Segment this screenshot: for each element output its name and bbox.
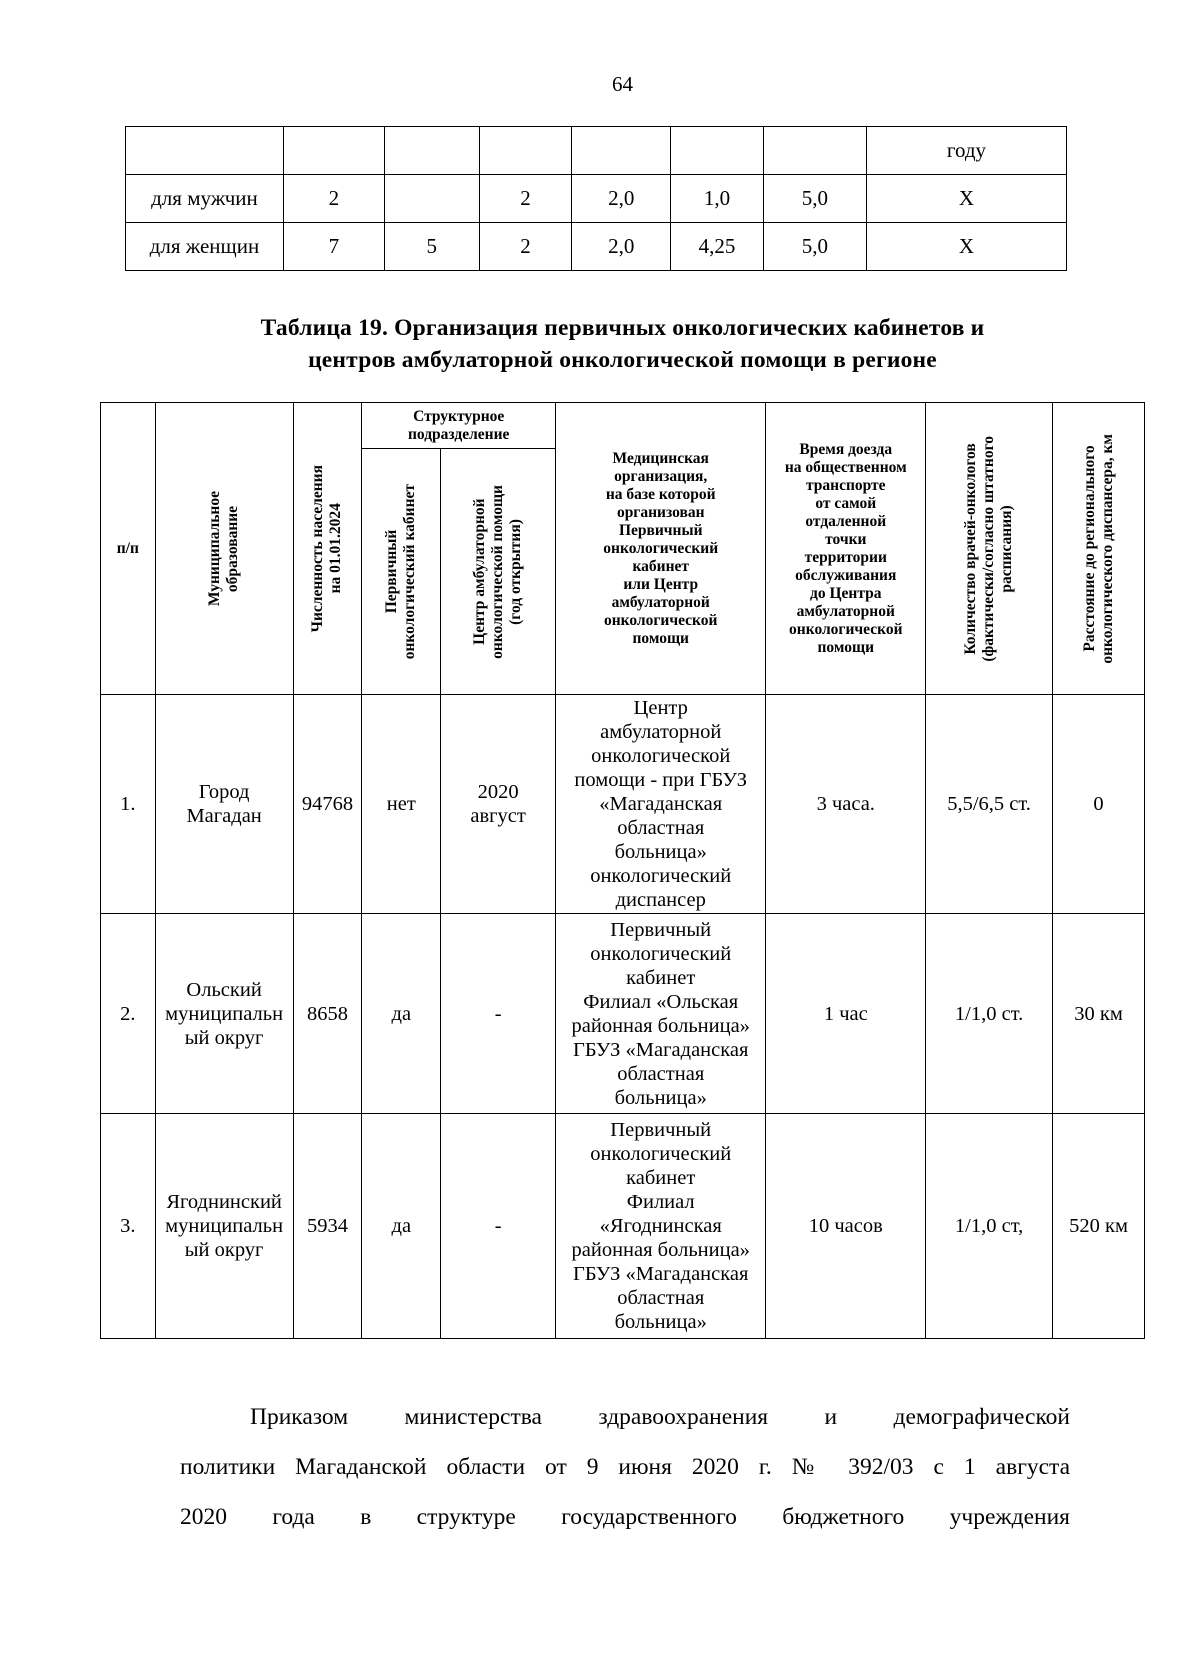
continuation-table [125,126,1067,271]
header-doctors: Количество врачей-онкологов (фактически/согласно штатного расписания) [926,403,1053,695]
caption-line: центров амбулаторной онкологической помощи в регионе [308,347,937,373]
table-row [126,127,1067,175]
row-primary-cabinet: да [362,914,441,1114]
table-cell: 1,0 [671,175,764,223]
header-primary-cabinet: Первичный онкологический кабинет [362,449,441,695]
table-cell: 2,0 [572,175,671,223]
caption-line: Таблица 19. Организация первичных онкологических кабинетов и [260,315,985,341]
table-cell: 2 [283,175,384,223]
table-row [126,223,1067,271]
table-cell: 5,0 [763,223,866,271]
row-doctors: 5,5/6,5 ст. [926,695,1053,914]
oncology-cabinets-table [100,402,1145,1339]
row-num: 1. [101,695,156,914]
row-population: 94768 [293,695,362,914]
row-travel-time: 3 часа. [766,695,926,914]
row-center: 2020 август [441,695,556,914]
header-distance: Расстояние до регионального онкологического диспансера, км [1053,403,1145,695]
table-cell: для мужчин [126,175,284,223]
table-cell: году [866,127,1066,175]
table-cell: X [866,223,1066,271]
paragraph-line: 2020 года в структуре государственного бюджетного учреждения [180,1504,1070,1530]
table-cell: 2,0 [572,223,671,271]
table-cell [572,127,671,175]
row-travel-time: 1 час [766,914,926,1114]
table-row [101,914,1145,1114]
table-caption [0,312,1200,376]
table-cell: 5,0 [763,175,866,223]
table-cell [763,127,866,175]
row-doctors: 1/1,0 ст. [926,914,1053,1114]
row-medical-organization: Первичный онкологический кабинет Филиал «Ольская районная больница» ГБУЗ «Магаданская областная больница» [556,914,766,1114]
row-travel-time: 10 часов [766,1114,926,1339]
header-population: Численность населения на 01.01.2024 [293,403,362,695]
row-doctors: 1/1,0 ст, [926,1114,1053,1339]
table-cell [671,127,764,175]
table-cell: для женщин [126,223,284,271]
header-structural-unit: Структурное подразделение [362,403,556,449]
table-cell [126,127,284,175]
row-medical-organization: Центр амбулаторной онкологической помощи - при ГБУЗ «Магаданская областная больница» онкологический диспансер [556,695,766,914]
header-travel-time: Время доезда на общественном транспорте от самой отдаленной точки территории обслуживания до Центра амбулаторной онкологической помощи [766,403,926,695]
table-cell: 5 [384,223,479,271]
table-cell: 7 [283,223,384,271]
table-cell: 2 [479,223,572,271]
row-primary-cabinet: нет [362,695,441,914]
row-center: - [441,914,556,1114]
row-municipality: Ягоднинский муниципальн ый округ [155,1114,293,1339]
row-distance: 0 [1053,695,1145,914]
table-cell [384,175,479,223]
row-medical-organization: Первичный онкологический кабинет Филиал «Ягоднинская районная больница» ГБУЗ «Магаданская областная больница» [556,1114,766,1339]
table-cell: 4,25 [671,223,764,271]
body-paragraph [180,1392,1070,1542]
header-municipality: Муниципальное образование [155,403,293,695]
table-cell [479,127,572,175]
table-cell [384,127,479,175]
paragraph-line: Приказом министерства здравоохранения и демографической [250,1404,1070,1430]
row-distance: 30 км [1053,914,1145,1114]
row-population: 8658 [293,914,362,1114]
row-num: 3. [101,1114,156,1339]
page-number: 64 [612,72,633,96]
row-center: - [441,1114,556,1339]
row-num: 2. [101,914,156,1114]
row-distance: 520 км [1053,1114,1145,1339]
table-cell: 2 [479,175,572,223]
table-row [101,695,1145,914]
row-municipality: Город Магадан [155,695,293,914]
table-row [126,175,1067,223]
row-primary-cabinet: да [362,1114,441,1339]
table-cell [283,127,384,175]
header-num: п/п [101,403,156,695]
header-center: Центр амбулаторной онкологической помощи (год открытия) [441,449,556,695]
paragraph-line: политики Магаданской области от 9 июня 2020 г. № 392/03 с 1 августа [180,1454,1070,1480]
row-population: 5934 [293,1114,362,1339]
row-municipality: Ольский муниципальн ый округ [155,914,293,1114]
table-cell: X [866,175,1066,223]
header-medical-organization: Медицинская организация, на базе которой организован Первичный онкологический кабинет или Центр амбулаторной онкологической помощи [556,403,766,695]
table-row [101,1114,1145,1339]
